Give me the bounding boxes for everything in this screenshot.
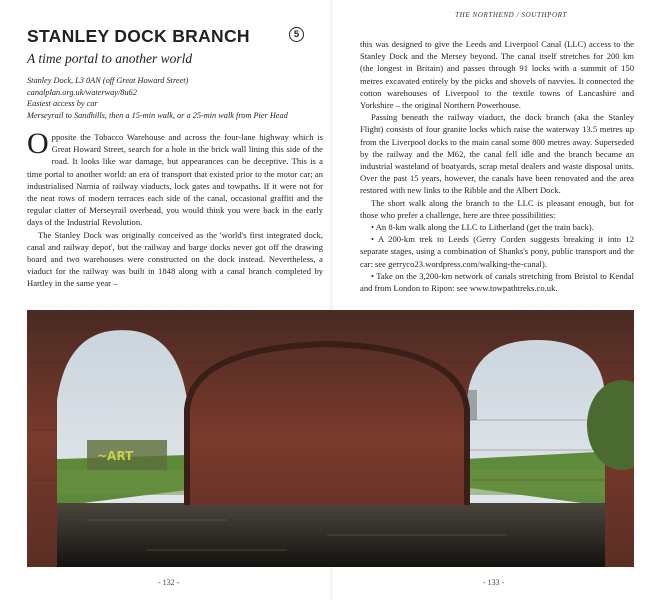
location-info xyxy=(27,75,322,121)
bullet-trek: • A 200-km trek to Leeds (Gerry Corden suggests breaking it into 12 separate stages, using a combination of Shanks's pony, public transport and the car: see gerryco23.wordpress.com/walking-the-canal). xyxy=(360,234,634,269)
page-number-right: - 133 - xyxy=(483,578,505,587)
paragraph-intro xyxy=(27,127,323,229)
paragraph-possibilities: The short walk along the branch to the LLC is pleasant enough, but for those who prefer a challenge, here are three possibilities: xyxy=(360,197,634,220)
svg-text:~ART: ~ART xyxy=(97,449,134,463)
paragraph-history: The Stanley Dock was originally conceived as the 'world's first integrated dock, canal and railway depot', but the railway and barge docks never got off the drawing board and two warehouses were constructed on the dock instead. Nevertheless, a viaduct for the railway was built in 1848 along with a canal branch completed by Hartley in the same year – xyxy=(27,229,323,289)
paragraph-flight: Passing beneath the railway viaduct, the dock branch (aka the Stanley Flight) consists of four granite locks which raise the waterway 13.5 metres up from the Liverpool docks to the main canal some 800 metres away. Superseded by the railway and the M62, the canal fell idle and the branch became an industrial wasteland of boatyards, scrap metal dealers and waste disposal units. Over the past 15 years, however, the canals have been renovated and the area restored with new links to the Ribble and the Albert Dock. xyxy=(360,112,634,196)
access-line: Easiest access by car xyxy=(27,99,98,108)
bullet-walk: • An 8-km walk along the LLC to Litherland (get the train back). xyxy=(371,222,594,233)
bullet-network: • Take on the 3,200-km network of canals stretching from Bristol to Kendal and from London to Ripon: see www.towpathtreks.co.uk. xyxy=(360,270,634,294)
left-column-text xyxy=(27,127,323,290)
right-column-text xyxy=(360,38,634,294)
chapter-title: STANLEY DOCK BRANCH xyxy=(27,26,250,46)
canal-lock-illustration xyxy=(27,310,634,567)
address-line: Stanley Dock, L3 0AN (off Great Howard Street) xyxy=(27,76,189,85)
website-line: canalplan.org.uk/waterway/8u62 xyxy=(27,87,137,97)
running-header: THE NORTHEND / SOUTHPORT xyxy=(455,11,567,19)
transport-line: Merseyrail to Sandhills, then a 15-min walk, or a 25-min walk from Pier Head xyxy=(27,110,288,120)
paragraph-continued: this was designed to give the Leeds and Liverpool Canal (LLC) access to the Stanley Dock and the Mersey beyond. The canal itself stretches for 200 km (the longest in Britain) and passes through 91 locks with a summit of 150 metres excavated entirely by the picks and shovels of navvies. It connected the cotton warehouses of Liverpool to the textile towns of Lancashire and Yorkshire – the original Northern Powerhouse. xyxy=(360,39,634,111)
canal-lock-photo xyxy=(27,310,634,567)
entry-number-badge: 5 xyxy=(289,27,304,42)
paragraph-intro-text: pposite the Tobacco Warehouse and across the four-lane highway which is Great Howard Street, search for a hole in the brick wall lining this side of the road. It looks like war damage, but appearances can be deceptive. This is a time portal to another world: an era of transport that existed prior to the motor car; an industrialised Narnia of railway viaducts, lock gates and towpaths. If it were not for the neat rows of modern terraces each side of the canal, occasional graffiti and the regular clatter of Merseyrail overhead, you would think you were back in the early days of the Industrial Revolution. xyxy=(27,132,323,228)
page-number-left: - 132 - xyxy=(158,578,180,587)
drop-cap: O xyxy=(27,127,49,160)
chapter-subtitle: A time portal to another world xyxy=(27,51,193,66)
